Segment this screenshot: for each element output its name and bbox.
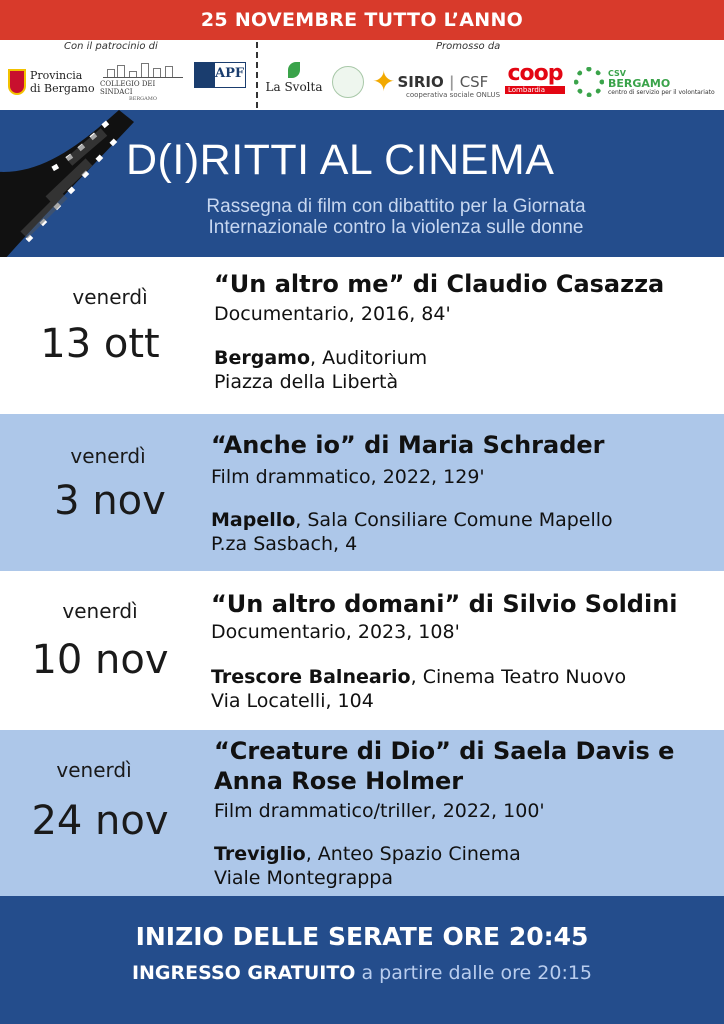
circular-seal-logo bbox=[332, 66, 364, 98]
title-banner bbox=[0, 110, 724, 257]
event-day: venerdì bbox=[56, 758, 132, 782]
leaf-icon bbox=[288, 62, 300, 78]
sirio-logo-subtext: cooperativa sociale ONLUS bbox=[406, 91, 501, 99]
csf-logo-text: CSF bbox=[459, 73, 489, 91]
provincia-logo-text: Provincia di Bergamo bbox=[30, 69, 95, 95]
film-genre: Film drammatico, 2022, 129' bbox=[211, 466, 485, 488]
event-venue: Mapello, Sala Consiliare Comune Mapello P.za Sasbach, 4 bbox=[211, 509, 613, 555]
event-date: 24 nov bbox=[31, 798, 169, 844]
event-day: venerdì bbox=[70, 444, 146, 468]
event-day: venerdì bbox=[72, 285, 148, 309]
event-date: 3 nov bbox=[54, 478, 166, 524]
film-genre: Documentario, 2016, 84' bbox=[214, 303, 451, 325]
start-time-notice: INIZIO DELLE SERATE ORE 20:45 bbox=[135, 922, 589, 951]
event-row bbox=[0, 414, 724, 571]
film-title: “Un altro domani” di Silvio Soldini bbox=[211, 590, 678, 618]
star-icon: ✦ bbox=[372, 65, 396, 98]
page-subtitle: Rassegna di film con dibattito per la Giornata Internazionale contro la violenza sulle donne bbox=[206, 196, 586, 238]
apf-logo bbox=[194, 62, 250, 102]
top-bar: 25 NOVEMBRE TUTTO L’ANNO bbox=[0, 0, 724, 40]
provincia-bergamo-logo bbox=[8, 62, 95, 102]
event-venue: Treviglio, Anteo Spazio Cinema Viale Montegrappa bbox=[214, 843, 521, 889]
csv-logo-city: BERGAMO bbox=[608, 76, 671, 90]
event-venue: Trescore Balneario, Cinema Teatro Nuovo Via Locatelli, 104 bbox=[211, 666, 627, 712]
patronage-label: Con il patrocinio di bbox=[64, 41, 158, 52]
promoted-label: Promosso da bbox=[436, 41, 501, 52]
csv-ring-icon bbox=[574, 67, 604, 97]
event-day: venerdì bbox=[62, 599, 138, 623]
film-title: “Un altro me” di Claudio Casazza bbox=[214, 270, 665, 298]
film-title: “Creature di Dio” di Saela Davis e Anna Rose Holmer bbox=[214, 737, 675, 795]
event-row bbox=[0, 257, 724, 414]
sirio-logo-text: SIRIO bbox=[397, 73, 444, 91]
film-genre: Film drammatico/triller, 2022, 100' bbox=[214, 800, 545, 822]
event-date: 13 ott bbox=[40, 321, 160, 367]
film-title: “Anche io” di Maria Schrader bbox=[211, 431, 605, 459]
logo-divider bbox=[256, 42, 258, 108]
event-date: 10 nov bbox=[31, 637, 169, 683]
event-row bbox=[0, 571, 724, 730]
csv-bergamo-logo bbox=[574, 62, 715, 102]
event-venue: Bergamo, Auditorium Piazza della Libertà bbox=[214, 347, 428, 393]
coop-lombardia-logo bbox=[504, 62, 566, 102]
collegio-logo-subtext: BERGAMO bbox=[129, 96, 157, 102]
logo-strip bbox=[0, 40, 724, 110]
coop-logo-text: coop bbox=[507, 61, 563, 86]
svolta-logo-text: La Svolta bbox=[265, 80, 323, 94]
free-entry-notice: INGRESSO GRATUITO a partire dalle ore 20:15 bbox=[131, 962, 593, 984]
la-svolta-logo bbox=[264, 62, 324, 102]
coop-logo-subtext: Lombardia bbox=[505, 86, 565, 94]
apf-logo-text: APF bbox=[215, 66, 245, 81]
event-row bbox=[0, 730, 724, 896]
csv-logo-text: CSV bbox=[608, 68, 626, 78]
collegio-logo-text: COLLEGIO DEI SINDACI bbox=[100, 80, 156, 96]
collegio-sindaci-logo bbox=[100, 62, 186, 102]
film-genre: Documentario, 2023, 108' bbox=[211, 621, 460, 643]
page-title: D(I)RITTI AL CINEMA bbox=[126, 136, 555, 184]
skyline-icon bbox=[103, 62, 183, 78]
sirio-csf-logo: ✦ SIRIO | CSF cooperativa sociale ONLUS bbox=[372, 65, 501, 99]
coat-of-arms-icon bbox=[8, 69, 26, 95]
csv-logo-subtext: centro di servizio per il volontariato bbox=[608, 88, 715, 96]
footer-banner bbox=[0, 896, 724, 1024]
